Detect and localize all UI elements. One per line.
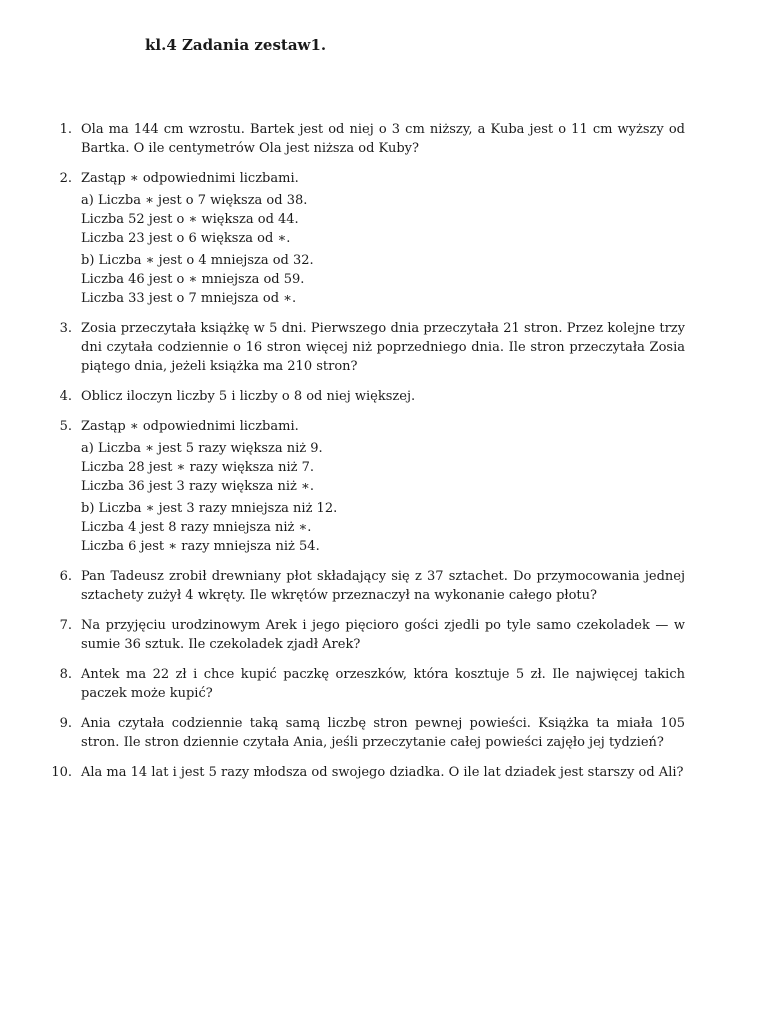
- subtask-line: Liczba 4 jest 8 razy mniejsza niż ∗.: [81, 520, 312, 535]
- subtask-line: Liczba 28 jest ∗ razy większa niż 7.: [81, 460, 314, 475]
- problem-intro: Zastąp ∗ odpowiednimi liczbami.: [81, 171, 299, 186]
- problem-number: 7.: [59, 618, 72, 633]
- problem-4: [0, 387, 685, 406]
- problem-list: [0, 120, 768, 793]
- problem-text: Ala ma 14 lat i jest 5 razy młodsza od swojego dziadka. O ile lat dziadek jest starszy od Ali?: [81, 765, 684, 780]
- subtask-line: Liczba 52 jest o ∗ większa od 44.: [81, 212, 299, 227]
- problem-text: Antek ma 22 zł i chce kupić paczkę orzeszków, która kosztuje 5 zł. Ile najwięcej takich paczek może kupić?: [81, 667, 685, 701]
- problem-number: 10.: [51, 765, 72, 780]
- problem-text: Zosia przeczytała książkę w 5 dni. Pierwszego dnia przeczytała 21 stron. Przez kolejne trzy dni czytała codziennie o 16 stron więcej niż poprzedniego dnia. Ile stron przeczytała Zosia piątego dnia, jeżeli książka ma 210 stron?: [81, 321, 685, 374]
- subtask-line: Liczba 36 jest 3 razy większa niż ∗.: [81, 479, 314, 494]
- page-title: kl.4 Zadania zestaw1.: [145, 36, 327, 54]
- subtask-line: b) Liczba ∗ jest o 4 mniejsza od 32.: [81, 253, 314, 268]
- subtask-line: Liczba 6 jest ∗ razy mniejsza niż 54.: [81, 539, 320, 554]
- problem-text: Pan Tadeusz zrobił drewniany płot składający się z 37 sztachet. Do przymocowania jednej sztachety zużył 4 wkręty. Ile wkrętów przeznaczył na wykonanie całego płotu?: [81, 569, 685, 603]
- problem-text: Ola ma 144 cm wzrostu. Bartek jest od niej o 3 cm niższy, a Kuba jest o 11 cm wyższy od Bartka. O ile centymetrów Ola jest niższa od Kuby?: [81, 122, 685, 156]
- subtask-line: Liczba 46 jest o ∗ mniejsza od 59.: [81, 272, 305, 287]
- subtask-group-a: [81, 191, 685, 248]
- subtask-line: b) Liczba ∗ jest 3 razy mniejsza niż 12.: [81, 501, 338, 516]
- problem-number: 4.: [59, 389, 72, 404]
- problem-number: 6.: [59, 569, 72, 584]
- subtask-group-a: [81, 439, 685, 496]
- problem-3: [0, 319, 685, 376]
- problem-7: [0, 616, 685, 654]
- problem-number: 2.: [59, 171, 72, 186]
- problem-text: Ania czytała codziennie taką samą liczbę stron pewnej powieści. Książka ta miała 105 stron. Ile stron dziennie czytała Ania, jeśli przeczytanie całej powieści zajęło jej tydzień?: [81, 716, 685, 750]
- problem-number: 8.: [59, 667, 72, 682]
- subtask-line: Liczba 33 jest o 7 mniejsza od ∗.: [81, 291, 297, 306]
- subtask-line: a) Liczba ∗ jest 5 razy większa niż 9.: [81, 441, 323, 456]
- problem-text: Na przyjęciu urodzinowym Arek i jego pięcioro gości zjedli po tyle samo czekoladek — w sumie 36 sztuk. Ile czekoladek zjadł Arek?: [81, 618, 685, 652]
- problem-intro: Zastąp ∗ odpowiednimi liczbami.: [81, 419, 299, 434]
- subtask-line: Liczba 23 jest o 6 większa od ∗.: [81, 231, 291, 246]
- problem-9: [0, 714, 685, 752]
- subtask-group-b: [81, 251, 685, 308]
- subtask-line: a) Liczba ∗ jest o 7 większa od 38.: [81, 193, 308, 208]
- problem-text: Oblicz iloczyn liczby 5 i liczby o 8 od niej większej.: [81, 389, 416, 404]
- problem-number: 5.: [59, 419, 72, 434]
- problem-5: [0, 417, 685, 556]
- problem-number: 3.: [59, 321, 72, 336]
- problem-number: 1.: [59, 122, 72, 137]
- problem-number: 9.: [59, 716, 72, 731]
- problem-1: [0, 120, 685, 158]
- problem-10: [0, 763, 685, 782]
- subtask-group-b: [81, 499, 685, 556]
- problem-2: [0, 169, 685, 308]
- problem-8: [0, 665, 685, 703]
- problem-6: [0, 567, 685, 605]
